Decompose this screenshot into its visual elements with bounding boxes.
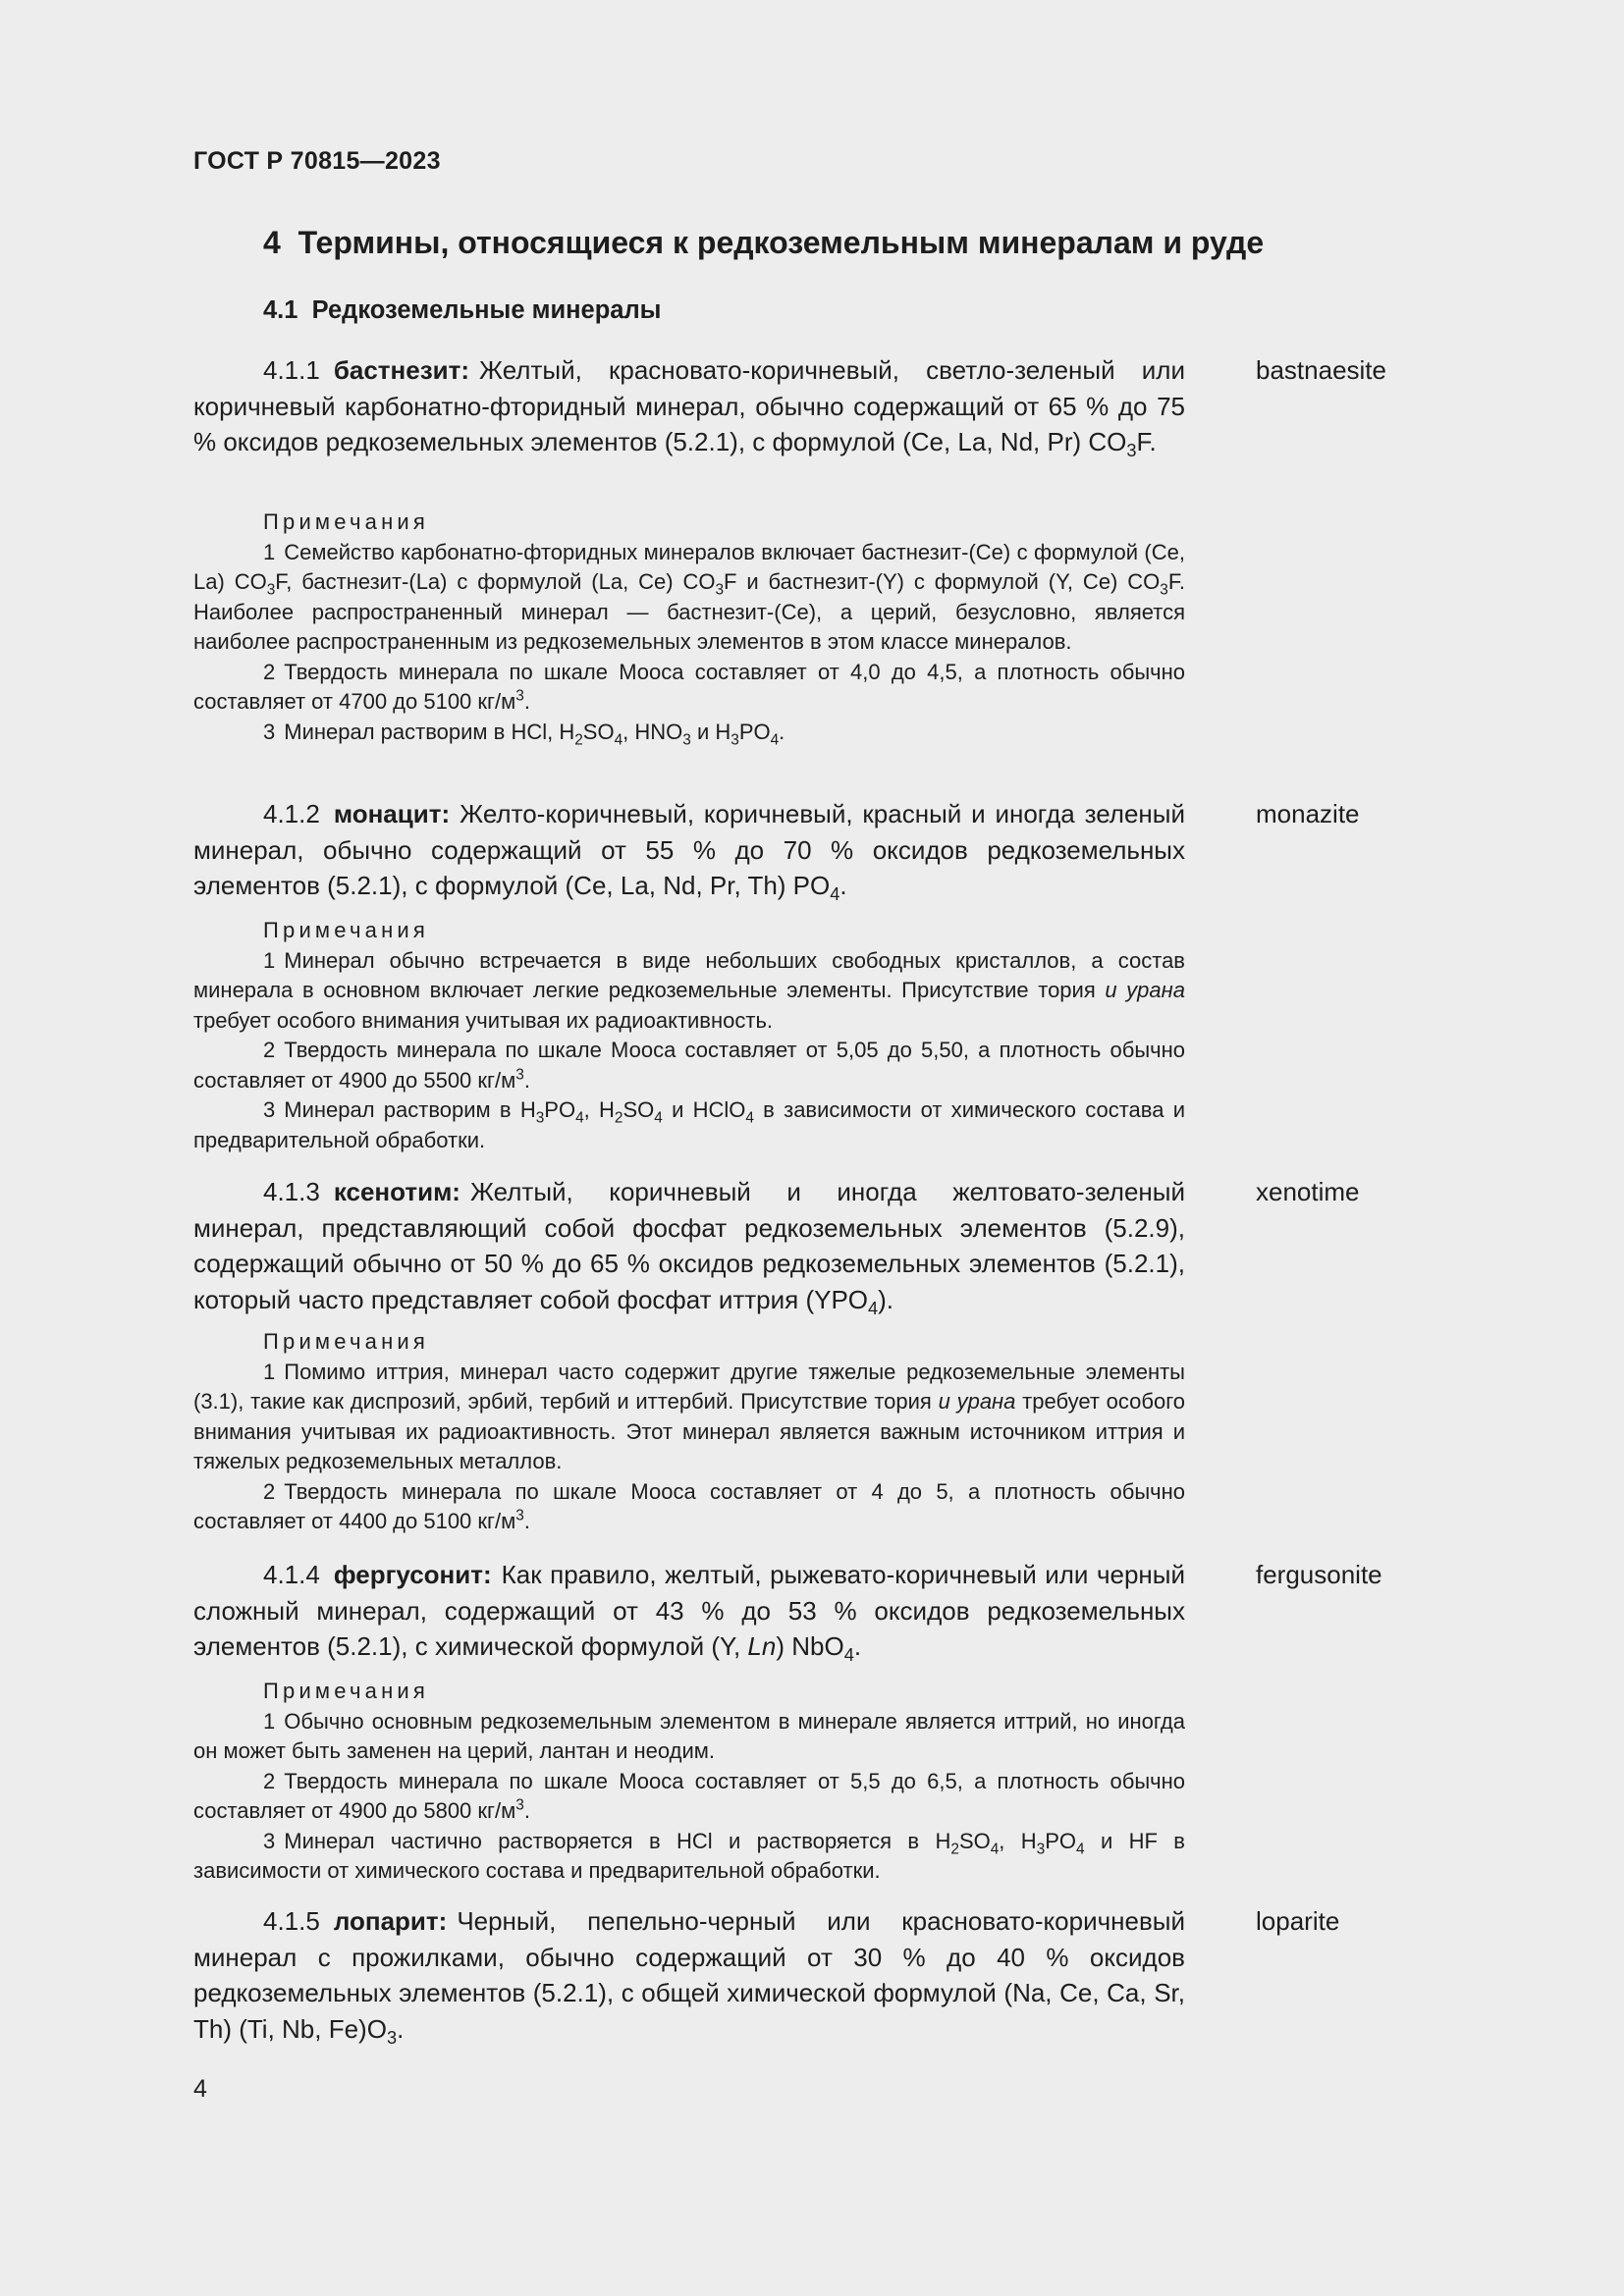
term-name: ксенотим: <box>333 1177 460 1206</box>
note-number: 2 <box>263 1478 276 1504</box>
notes-block <box>193 1677 1185 1887</box>
note-item <box>193 1036 1185 1095</box>
term-english-equivalent: monazite <box>1256 799 1360 828</box>
note-item <box>193 1095 1185 1155</box>
note-number: 3 <box>263 1097 276 1122</box>
note-text: Минерал растворим в HCl, $H_2SO_4$, $HNO_3$ и $H_3PO_4$. <box>284 719 785 748</box>
term-english-equivalent: loparite <box>1256 1906 1340 1936</box>
term-definition-block <box>193 1174 1185 1317</box>
term-definition: Как правило, желтый, рыжевато-коричневый или черный сложный минерал, содержащий от 43 % до 53 % оксидов редкоземельных элементов (5.2.1), с химической формулой (Y, Ln) NbO$_4$. <box>193 1560 1185 1666</box>
note-item <box>193 946 1185 1037</box>
note-item <box>193 1358 1185 1477</box>
term-definition-block <box>193 796 1185 904</box>
note-text: Семейство карбонатно-фторидных минералов включает бастнезит-(Ce) с формулой (Ce, La) $CO_3F$, бастнезит-(La) с формулой (La, Ce) $CO_3F$ и бастнезит-(Y) с формулой (Y, Ce) $CO_3F$. Наиболее распространенный минерал — бастнезит-(Ce), а церий, безусловно, является наиболее распространенным из редкоземельных элементов в этом классе минералов. <box>193 539 1185 654</box>
note-text: Твердость минерала по шкале Мооса составляет от 5,5 до 6,5, а плотность обычно составляет от 4900 до 5800 $кг/м^3$. <box>193 1768 1185 1823</box>
note-item <box>193 658 1185 718</box>
subsection-number: 4.1 <box>263 296 298 324</box>
note-number: 2 <box>263 659 276 684</box>
term-definition-block <box>193 352 1185 460</box>
term-name: монацит: <box>333 799 451 828</box>
note-item <box>193 1827 1185 1887</box>
notes-title: Примечания <box>263 509 430 534</box>
section-number: 4 <box>263 225 281 260</box>
term-english-equivalent: bastnaesite <box>1256 355 1386 385</box>
term-number: 4.1.5 <box>263 1906 320 1936</box>
term-english-equivalent: xenotime <box>1256 1177 1360 1206</box>
notes-title: Примечания <box>263 918 430 942</box>
term-definition: Черный, пепельно-черный или красновато-коричневый минерал с прожилками, обычно содержащий от 30 % до 40 % оксидов редкоземельных элементов (5.2.1), с общей химической формулой (Na, Ce, Ca, Sr, Th) (Ti, Nb, $Fe)O_3$. <box>193 1906 1185 2048</box>
term-name: лопарит: <box>333 1906 448 1936</box>
term-number: 4.1.4 <box>263 1560 320 1589</box>
note-text: Твердость минерала по шкале Мооса составляет от 4 до 5, а плотность обычно составляет от 4400 до 5100 $кг/м^3$. <box>193 1478 1185 1533</box>
term-definition: Желтый, коричневый и иногда желтовато-зеленый минерал, представляющий собой фосфат редкоземельных элементов (5.2.9), содержащий обычно от 50 % до 65 % оксидов редкоземельных элементов (5.2.1), который часто представляет собой фосфат иттрия $(YPO_4)$. <box>193 1177 1185 1318</box>
note-item <box>193 1477 1185 1537</box>
notes-block <box>193 916 1185 1155</box>
term-definition-block <box>193 1557 1185 1665</box>
note-text: Твердость минерала по шкале Мооса составляет от 5,05 до 5,50, а плотность обычно составляет от 4900 до 5500 $кг/м^3$. <box>193 1038 1185 1093</box>
term-name: бастнезит: <box>333 355 470 385</box>
note-number: 3 <box>263 719 276 744</box>
note-number: 1 <box>263 539 276 564</box>
note-text: Твердость минерала по шкале Мооса составляет от 4,0 до 4,5, а плотность обычно составляет от 4700 до 5100 $кг/м^3$. <box>193 659 1185 714</box>
note-text: Помимо иттрия, минерал часто содержит другие тяжелые редкоземельные элементы (3.1), такие как диспрозий, эрбий, тербий и иттербий. Присутствие тория и урана требует особого внимания учитывая их радиоактивность. Этот минерал является важным источником иттрия и тяжелых редкоземельных металлов. <box>193 1359 1186 1473</box>
note-number: 1 <box>263 947 276 973</box>
note-item <box>193 1707 1185 1767</box>
term-number: 4.1.3 <box>263 1177 320 1206</box>
note-number: 3 <box>263 1828 276 1853</box>
section-title <box>263 225 1264 261</box>
note-number: 1 <box>263 1359 276 1384</box>
notes-title: Примечания <box>263 1329 430 1354</box>
term-definition: Желто-коричневый, коричневый, красный и иногда зеленый минерал, обычно содержащий от 55 % до 70 % оксидов редкоземельных элементов (5.2.1), с формулой (Ce, La, Nd, Pr, Th) $PO_4$. <box>193 799 1185 905</box>
term-definition-block <box>193 1903 1185 2047</box>
note-item <box>193 538 1185 658</box>
notes-block <box>193 507 1185 747</box>
note-text: Минерал обычно встречается в виде небольших свободных кристаллов, а состав минерала в основном включает легкие редкоземельные элементы. Присутствие тория и урана требует особого внимания учитывая их радиоактивность. <box>193 947 1185 1033</box>
notes-title: Примечания <box>263 1679 430 1703</box>
term-definition: Желтый, красновато-коричневый, светло-зеленый или коричневый карбонатно-фторидный минерал, обычно содержащий от 65 % до 75 % оксидов редкоземельных элементов (5.2.1), с формулой (Ce, La, Nd, Pr) $CO_3F$. <box>193 355 1185 461</box>
subsection-heading: Редкоземельные минералы <box>311 296 662 324</box>
term-english-equivalent: fergusonite <box>1256 1560 1382 1589</box>
note-number: 2 <box>263 1768 276 1793</box>
note-number: 1 <box>263 1708 276 1734</box>
note-text: Минерал частично растворяется в HCl и растворяется в $H_2SO_4$, $H_3PO_4$ и HF в зависимости от химического состава и предварительной обработки. <box>193 1828 1185 1883</box>
page-number: 4 <box>193 2075 207 2103</box>
note-item <box>193 1767 1185 1827</box>
note-item <box>193 718 1185 748</box>
note-text: Минерал растворим в $H_3PO_4$, $H_2SO_4$ и HClO$_4$ в зависимости от химического состава и предварительной обработки. <box>193 1097 1185 1152</box>
notes-block <box>193 1327 1185 1537</box>
subsection-title <box>263 296 661 325</box>
note-number: 2 <box>263 1038 276 1062</box>
term-number: 4.1.2 <box>263 799 320 828</box>
document-code: ГОСТ Р 70815—2023 <box>193 147 441 175</box>
section-heading: Термины, относящиеся к редкоземельным минералам и руде <box>298 225 1265 260</box>
term-name: фергусонит: <box>333 1560 492 1589</box>
note-text: Обычно основным редкоземельным элементом в минерале является иттрий, но иногда он может быть заменен на церий, лантан и неодим. <box>193 1708 1185 1763</box>
term-number: 4.1.1 <box>263 355 320 385</box>
